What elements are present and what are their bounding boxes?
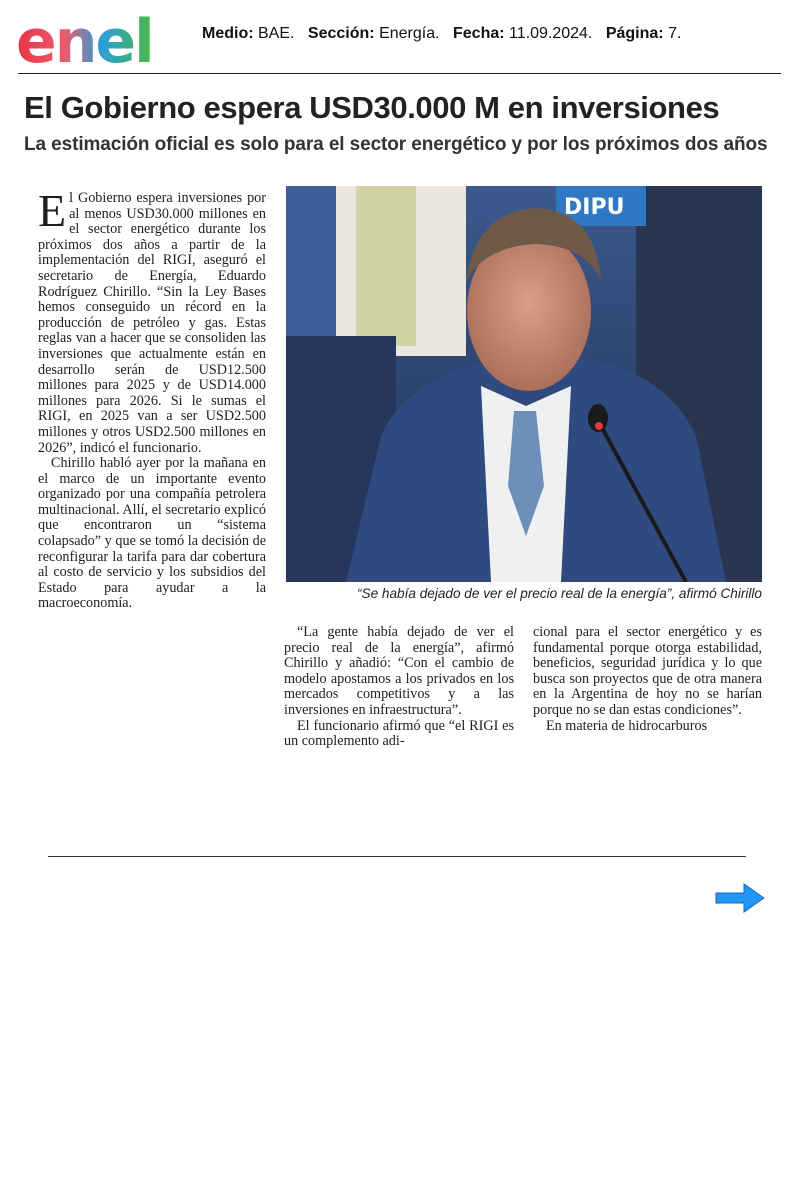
- header-divider: [18, 73, 781, 74]
- paragraph: cional para el sector energético y es fundamental porque otorga estabilidad, beneficios, seguridad jurídica y lo que busca son proyectos que de otra manera en la Argentina de hoy no se harían porque no se dan estas condiciones”.: [533, 624, 762, 718]
- paragraph: Chirillo habló ayer por la mañana en el marco de un importante evento organizado por una compañía petrolera multinacional. Allí, el secretario explicó que encontraron un “sistema colapsado” y que se tomó la decisión de reconfigurar la tarifa para dar cobertura al costo de servicio y los subsidios del Estado para ayudar a la macroeconomía.: [38, 455, 266, 612]
- footer-divider: [48, 856, 746, 857]
- seccion-label: Sección:: [307, 25, 375, 42]
- paragraph: En materia de hidrocarburos: [546, 717, 708, 734]
- paragraph-text: l Gobierno espera inversiones por al menos USD30.000 millones en el sector energético durante los próximos dos años a partir de la implementación del RIGI, aseguró el secretario de Energía, Eduardo Rodríguez Chirillo. “Sin la Ley Bases hemos conseguido un récord en la producción de petróleo y gas. Estas reglas van a hacer que se consoliden las inversiones que actualmente están en desarrollo serán de USD12.500 millones para 2025 y de USD14.000 millones para 2026. Si le sumas el RIGI, en 2025 van a ser USD2.500 millones y otros USD2.500 millones en 2026”, indicó el funcionario.: [38, 190, 266, 456]
- press-metadata: [202, 25, 681, 43]
- article-subheadline: La estimación oficial es solo para el sector energético y por los próximos dos años: [24, 134, 768, 155]
- enel-logo: [16, 6, 178, 70]
- article-column-3: [533, 625, 762, 734]
- medio-value: BAE.: [258, 25, 295, 42]
- article-column-1: [38, 185, 266, 612]
- medio-label: Medio:: [202, 25, 254, 42]
- arrow-right-icon[interactable]: [714, 882, 766, 914]
- fecha-label: Fecha:: [453, 25, 505, 42]
- logo-wordmark: enel: [16, 7, 153, 70]
- photo-sign-text: DIPU: [564, 195, 625, 220]
- paragraph: El funcionario afirmó que “el RIGI es un complemento adi-: [284, 717, 514, 750]
- drop-cap: E: [38, 185, 67, 236]
- photo-caption: “Se había dejado de ver el precio real de la energía”, afirmó Chirillo: [356, 586, 762, 601]
- article-photo: [286, 186, 762, 582]
- seccion-value: Energía.: [379, 25, 440, 42]
- photo-illustration: [286, 186, 762, 582]
- pagina-label: Página:: [605, 25, 664, 42]
- article-column-2: [284, 625, 514, 750]
- paragraph: [38, 185, 266, 456]
- fecha-value: 11.09.2024.: [509, 25, 593, 42]
- pagina-value: 7.: [668, 25, 682, 42]
- paragraph: “La gente había dejado de ver el precio real de la energía”, afirmó Chirillo y añadió: “Con el cambio de modelo apostamos a los privados en los mercados competitivos y a las inversiones en infraestructura”.: [284, 624, 514, 718]
- article-headline: El Gobierno espera USD30.000 M en inversiones: [24, 90, 720, 125]
